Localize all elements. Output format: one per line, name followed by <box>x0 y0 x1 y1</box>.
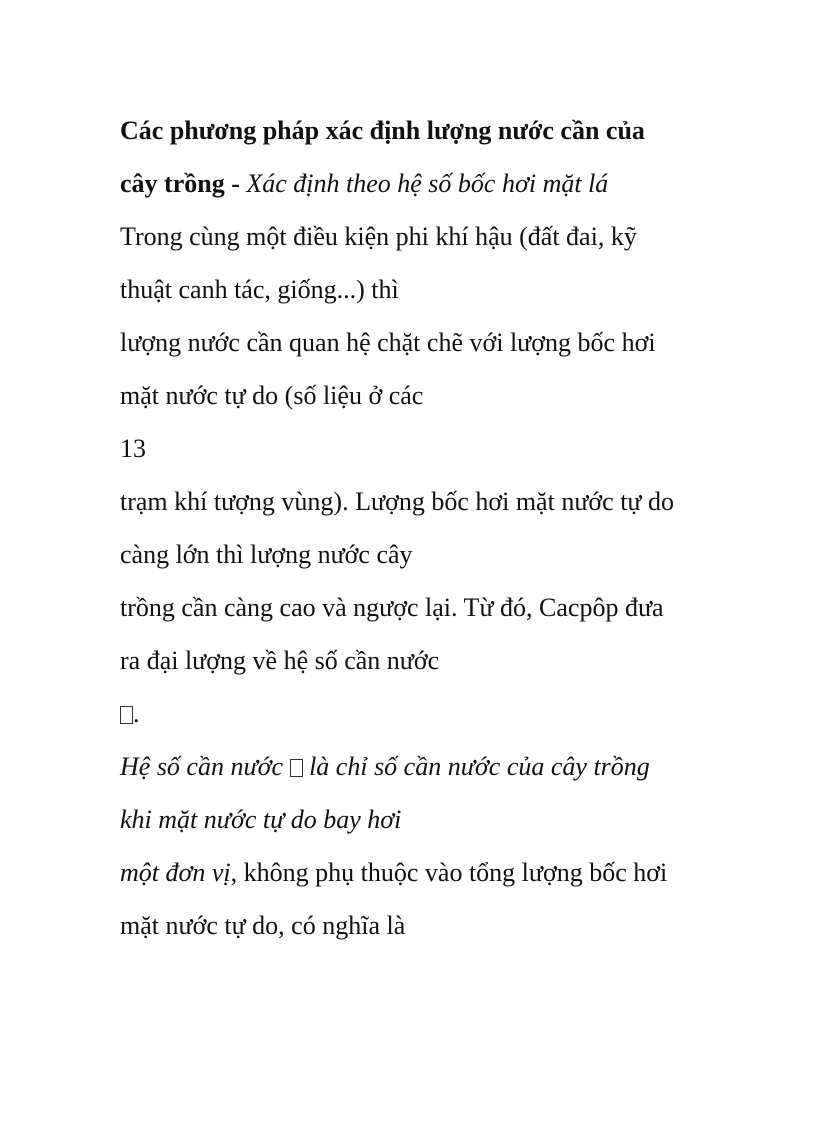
paragraph-2-line-1: lượng nước cần quan hệ chặt chẽ với lượng bốc hơi <box>120 328 656 357</box>
paragraph-3-line-2: càng lớn thì lượng nước cây <box>120 540 413 569</box>
paragraph-4-line-2: ra đại lượng về hệ số cần nước <box>120 646 440 675</box>
paragraph-2-line-2: mặt nước tự do (số liệu ở các <box>120 381 424 410</box>
title-line-2 <box>120 157 710 210</box>
title-line-1: Các phương pháp xác định lượng nước cần của <box>120 116 645 145</box>
paragraph-5 <box>120 687 710 740</box>
paragraph-7-line-1 <box>120 846 710 899</box>
page-number: 13 <box>120 434 146 463</box>
title-bold-segment: cây trồng - <box>120 169 247 198</box>
paragraph-7-italic: một đơn vị <box>120 858 231 887</box>
paragraph-1-line-2: thuật canh tác, giống...) thì <box>120 275 399 304</box>
paragraph-6-line-2: khi mặt nước tự do bay hơi <box>120 805 402 834</box>
missing-symbol-icon <box>120 706 133 724</box>
paragraph-6-italic-b: là chỉ số cần nước của cây trồng <box>302 752 650 781</box>
title-italic-segment: Xác định theo hệ số bốc hơi mặt lá <box>246 169 609 198</box>
document-body <box>120 104 710 952</box>
paragraph-6-line-1 <box>120 740 710 793</box>
missing-symbol-icon <box>290 759 303 777</box>
paragraph-5-period: . <box>133 699 140 728</box>
paragraph-1-line-1: Trong cùng một điều kiện phi khí hậu (đất đai, kỹ <box>120 222 637 251</box>
paragraph-7-rest: , không phụ thuộc vào tổng lượng bốc hơi <box>230 858 668 887</box>
paragraph-3-line-1: trạm khí tượng vùng). Lượng bốc hơi mặt nước tự do <box>120 487 675 516</box>
paragraph-7-line-2: mặt nước tự do, có nghĩa là <box>120 911 406 940</box>
paragraph-4-line-1: trồng cần càng cao và ngược lại. Từ đó, Cacpôp đưa <box>120 593 664 622</box>
paragraph-6-italic-a: Hệ số cần nước <box>120 752 290 781</box>
